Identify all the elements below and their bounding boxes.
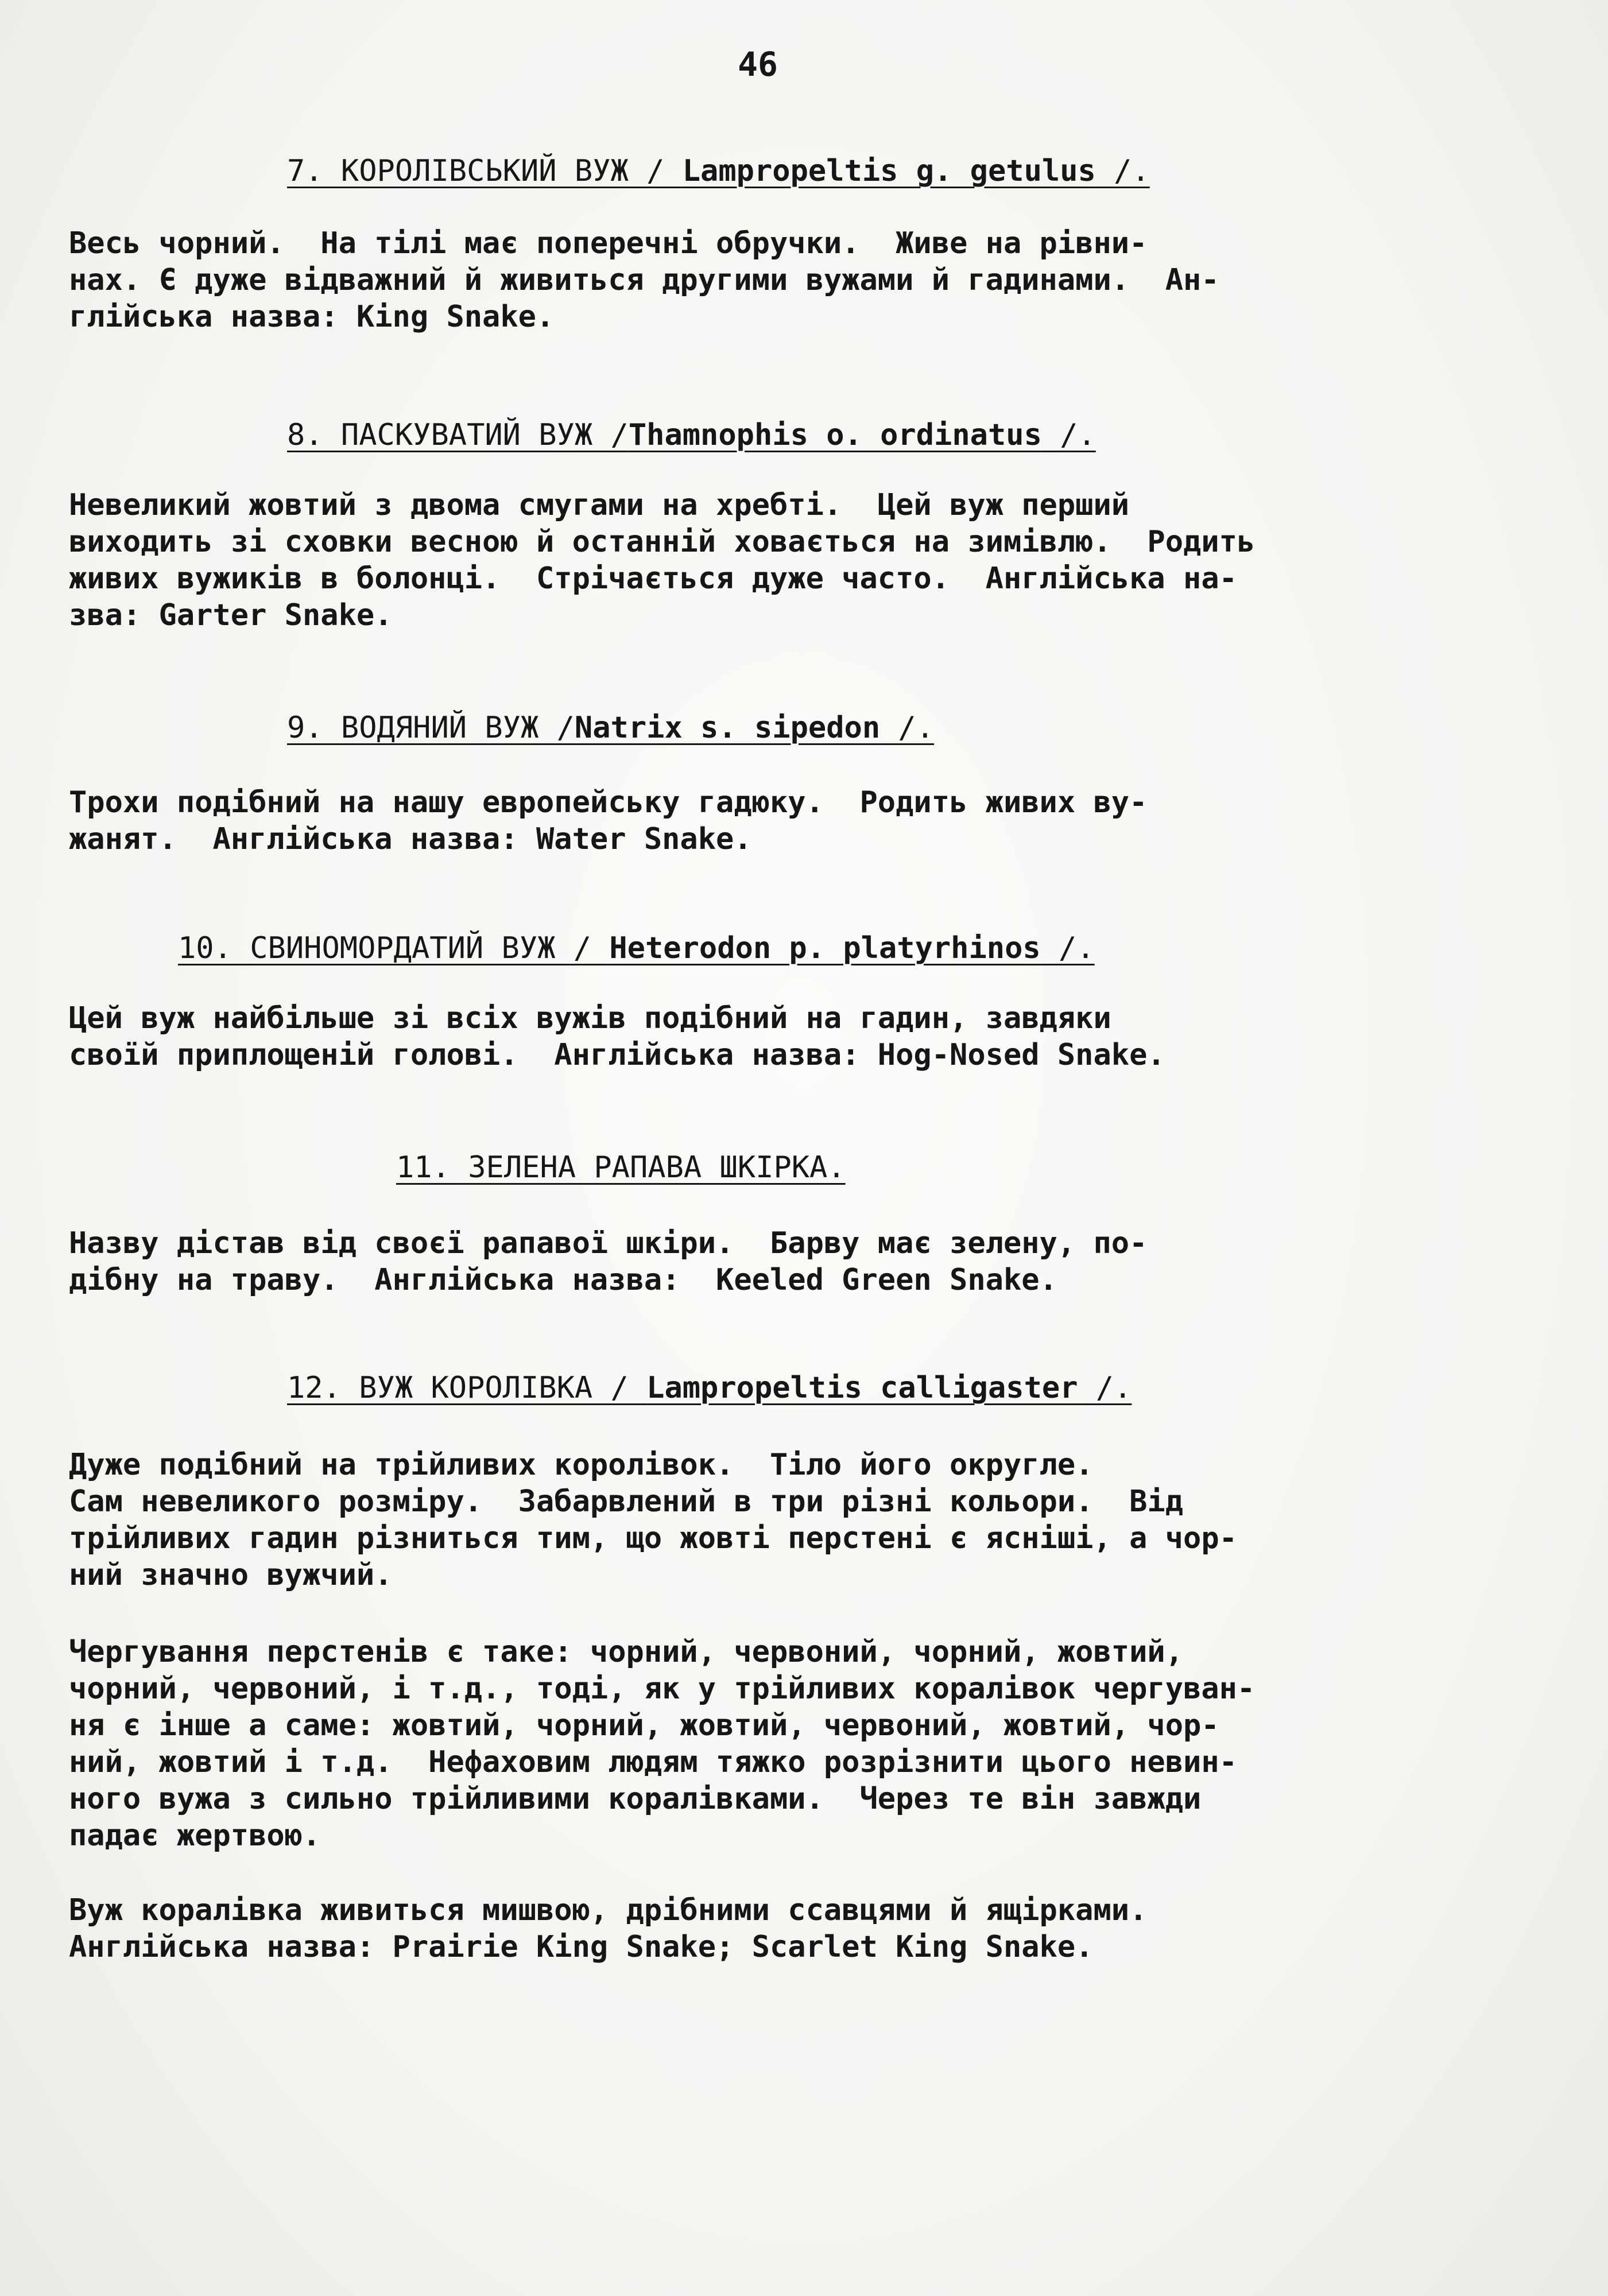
section-8-heading-latin: Thamnophis o. ordinatus	[628, 418, 1042, 452]
section-8-paragraph-1: Невеликий жовтий з двома смугами на хребті. Цей вуж перший виходить зі сховки весною й останній ховається на зимівлю. Родить живих вужиків в болонці. Стрічається дуже часто. Англійська на- зва: Garter Snake.	[69, 488, 1256, 633]
section-9-heading-suffix: /.	[880, 711, 935, 745]
section-10-paragraph-1: Цей вуж найбільше зі всіх вужів подібний на гадин, завдяки своїй приплощеній голові. Англійська назва: Hog-Nosed Snake.	[69, 1001, 1165, 1072]
section-7-heading-suffix: /.	[1095, 154, 1150, 188]
section-12-heading	[287, 1371, 1132, 1405]
section-8-heading	[287, 418, 1096, 452]
section-7-heading-latin: Lampropeltis g. getulus	[682, 154, 1096, 188]
section-9-heading-latin: Natrix s. sipedon	[574, 711, 881, 745]
page-number: 46	[738, 45, 778, 84]
section-12-paragraph-2: Чергування перстенів є таке: чорний, червоний, чорний, жовтий, чорний, червоний, і т.д., тоді, як у трійливих коралівок чергуван- ня є інше а саме: жовтий, чорний, жовтий, червоний, жовтий, чор- ний, жовтий і т.д. Нефаховим людям тяжко розрізнити цього невин- ного вужа з сильно трійливими коралівками. Через те він завжди падає жертвою.	[69, 1635, 1256, 1853]
section-7-heading	[287, 154, 1150, 188]
section-10-heading	[178, 931, 1095, 965]
section-10-heading-latin: Heterodon p. platyrhinos	[609, 931, 1041, 965]
section-8-heading-prefix: 8. ПАСКУВАТИЙ ВУЖ /	[287, 418, 629, 452]
section-7-paragraph-1: Весь чорний. На тілі має поперечні обручки. Живе на рівни- нах. Є дуже відважний й живиться другими вужами й гадинами. Ан- глійська назва: King Snake.	[69, 226, 1219, 334]
section-12-paragraph-1: Дуже подібний на трійливих королівок. Тіло його округле. Сам невеликого розміру. Забарвлений в три різні кольори. Від трійливих гадин різниться тим, що жовті перстені є ясніші, а чор- ний значно вужчий.	[69, 1448, 1237, 1592]
section-8-heading-suffix: /.	[1041, 418, 1096, 452]
section-9-heading-prefix: 9. ВОДЯНИЙ ВУЖ /	[287, 711, 575, 745]
section-7-heading-prefix: 7. КОРОЛІВСЬКИЙ ВУЖ /	[287, 154, 683, 188]
section-11-paragraph-1: Назву дістав від своєї рапавої шкіри. Барву має зелену, по- дібну на траву. Англійська назва: Keeled Green Snake.	[69, 1226, 1148, 1297]
section-10-heading-prefix: 10. СВИНОМОРДАТИЙ ВУЖ /	[178, 931, 610, 965]
section-11-heading-prefix: 11. ЗЕЛЕНА РАПАВА ШКІРКА.	[396, 1150, 846, 1185]
section-10-heading-suffix: /.	[1040, 931, 1095, 965]
section-12-paragraph-3: Вуж коралівка живиться мишвою, дрібними ссавцями й ящірками. Англійська назва: Prairie King Snake; Scarlet King Snake.	[69, 1893, 1148, 1964]
section-9-paragraph-1: Трохи подібний на нашу европейську гадюку. Родить живих ву- жанят. Англійська назва: Water Snake.	[69, 785, 1148, 856]
section-9-heading	[287, 711, 934, 745]
section-12-heading-latin: Lampropeltis calligaster	[646, 1371, 1078, 1405]
section-11-heading	[396, 1150, 846, 1185]
section-12-heading-prefix: 12. ВУЖ КОРОЛІВКА /	[287, 1371, 647, 1405]
section-12-heading-suffix: /.	[1078, 1371, 1132, 1405]
